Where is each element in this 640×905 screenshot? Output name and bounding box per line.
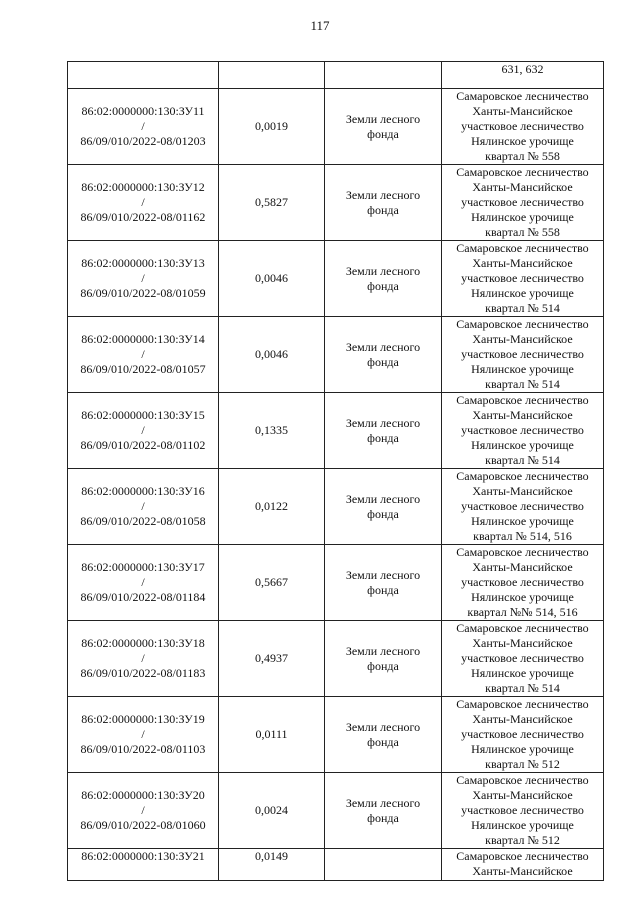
cadastral-number: 86:02:0000000:130:ЗУ20 <box>81 788 205 802</box>
area-value: 0,0019 <box>219 89 325 165</box>
location-line: Самаровское лесничество <box>456 621 589 635</box>
location-line: Нялинское урочище <box>471 590 574 604</box>
cadastral-number-cell <box>68 393 219 469</box>
location-line: Ханты-Мансийское <box>472 636 573 650</box>
location-line: участковое лесничество <box>461 195 584 209</box>
land-category-line: фонда <box>367 506 399 521</box>
location-line: участковое лесничество <box>461 575 584 589</box>
registration-number: 86/09/010/2022-08/01103 <box>80 742 206 756</box>
location-line: квартал № 558 <box>485 149 560 163</box>
location-line: квартал № 558 <box>485 225 560 239</box>
location-line: квартал № 514 <box>485 377 560 391</box>
land-category-line: фонда <box>367 810 399 825</box>
land-category-line: фонда <box>367 582 399 597</box>
area-value: 0,5667 <box>219 545 325 621</box>
cadastral-number-cell <box>68 545 219 621</box>
land-category-line: фонда <box>367 126 399 141</box>
land-category-line: Земли лесного <box>345 491 421 506</box>
table-row <box>68 469 604 545</box>
page-number: 117 <box>310 18 330 33</box>
registration-number: 86/09/010/2022-08/01059 <box>80 286 206 300</box>
cadastral-number: 86:02:0000000:130:ЗУ17 <box>81 560 205 574</box>
cadastral-number: 86:02:0000000:130:ЗУ13 <box>81 256 205 270</box>
location-cell <box>442 393 604 469</box>
location-cell <box>442 773 604 849</box>
location-line: участковое лесничество <box>461 727 584 741</box>
location-line: Ханты-Мансийское <box>472 408 573 422</box>
registration-number: 86/09/010/2022-08/01057 <box>80 362 206 376</box>
area-value: 0,4937 <box>219 621 325 697</box>
location-line: Нялинское урочище <box>471 666 574 680</box>
table-row <box>68 89 604 165</box>
land-category-cell <box>325 89 442 165</box>
location-line: Нялинское урочище <box>471 134 574 148</box>
cadastral-number: 86:02:0000000:130:ЗУ12 <box>81 180 205 194</box>
registration-number: 86/09/010/2022-08/01060 <box>80 818 206 832</box>
number-separator: / <box>141 423 145 437</box>
location-cell: 631, 632 <box>442 62 604 89</box>
area-value: 0,0046 <box>219 317 325 393</box>
location-line: Самаровское лесничество <box>456 89 589 103</box>
cadastral-number-cell <box>68 621 219 697</box>
registration-number: 86/09/010/2022-08/01203 <box>80 134 206 148</box>
location-line: участковое лесничество <box>461 271 584 285</box>
area-value: 0,5827 <box>219 165 325 241</box>
location-cell <box>442 849 604 881</box>
location-line: Самаровское лесничество <box>456 545 589 559</box>
location-line: квартал № 512 <box>485 757 560 771</box>
location-cell <box>442 621 604 697</box>
cadastral-number-cell <box>68 697 219 773</box>
area-value: 0,0024 <box>219 773 325 849</box>
location-line: Самаровское лесничество <box>456 393 589 407</box>
land-category-cell <box>325 317 442 393</box>
cadastral-number: 86:02:0000000:130:ЗУ16 <box>81 484 205 498</box>
location-cell <box>442 165 604 241</box>
location-line: участковое лесничество <box>461 651 584 665</box>
number-separator: / <box>141 727 145 741</box>
table-row <box>68 165 604 241</box>
number-separator: / <box>141 803 145 817</box>
land-category-cell <box>325 697 442 773</box>
number-separator: / <box>141 575 145 589</box>
cadastral-number: 86:02:0000000:130:ЗУ11 <box>81 104 205 118</box>
land-plots-table <box>67 61 604 881</box>
land-category-line: фонда <box>367 430 399 445</box>
land-category-cell <box>325 62 442 89</box>
location-line: Нялинское урочище <box>471 742 574 756</box>
table-row <box>68 849 604 881</box>
location-line: Нялинское урочище <box>471 362 574 376</box>
location-line: Самаровское лесничество <box>456 317 589 331</box>
registration-number: 86/09/010/2022-08/01102 <box>80 438 206 452</box>
location-line: Самаровское лесничество <box>456 773 589 787</box>
location-line: Ханты-Мансийское <box>472 864 573 878</box>
location-line: Ханты-Мансийское <box>472 256 573 270</box>
cadastral-number: 86:02:0000000:130:ЗУ19 <box>81 712 205 726</box>
land-category-line: Земли лесного <box>345 795 421 810</box>
cadastral-number: 86:02:0000000:130:ЗУ14 <box>81 332 205 346</box>
location-line: квартал № 514 <box>485 301 560 315</box>
number-separator: / <box>141 271 145 285</box>
location-line: участковое лесничество <box>461 347 584 361</box>
land-category-cell <box>325 165 442 241</box>
location-cell <box>442 241 604 317</box>
area-cell <box>219 62 325 89</box>
land-category-line: Земли лесного <box>345 187 421 202</box>
location-line: Самаровское лесничество <box>456 165 589 179</box>
location-line: участковое лесничество <box>461 119 584 133</box>
table-row <box>68 621 604 697</box>
location-line: участковое лесничество <box>461 423 584 437</box>
land-category-line: Земли лесного <box>345 415 421 430</box>
location-line: Самаровское лесничество <box>456 849 589 863</box>
location-line: Самаровское лесничество <box>456 241 589 255</box>
table-row <box>68 317 604 393</box>
land-category-cell <box>325 469 442 545</box>
cadastral-number-cell <box>68 317 219 393</box>
number-separator: / <box>141 347 145 361</box>
location-line: Нялинское урочище <box>471 514 574 528</box>
location-line: Ханты-Мансийское <box>472 332 573 346</box>
land-category-line: фонда <box>367 278 399 293</box>
land-category-line: Земли лесного <box>345 339 421 354</box>
location-line: Самаровское лесничество <box>456 469 589 483</box>
table-row <box>68 545 604 621</box>
land-category-cell <box>325 241 442 317</box>
registration-number: 86/09/010/2022-08/01183 <box>80 666 206 680</box>
location-line: участковое лесничество <box>461 803 584 817</box>
location-line: Нялинское урочище <box>471 210 574 224</box>
area-value: 0,0122 <box>219 469 325 545</box>
location-cell <box>442 545 604 621</box>
land-category-line: Земли лесного <box>345 567 421 582</box>
location-line: квартал № 514 <box>485 453 560 467</box>
location-cell <box>442 697 604 773</box>
area-value: 0,1335 <box>219 393 325 469</box>
cadastral-number-cell <box>68 62 219 89</box>
cadastral-number: 86:02:0000000:130:ЗУ15 <box>81 408 205 422</box>
cadastral-number-cell <box>68 773 219 849</box>
location-line: Нялинское урочище <box>471 818 574 832</box>
cadastral-number-cell <box>68 469 219 545</box>
land-category-line: фонда <box>367 734 399 749</box>
location-line: Ханты-Мансийское <box>472 484 573 498</box>
number-separator: / <box>141 195 145 209</box>
table-row <box>68 697 604 773</box>
land-category-line: фонда <box>367 202 399 217</box>
location-line: Нялинское урочище <box>471 286 574 300</box>
area-value: 0,0046 <box>219 241 325 317</box>
location-line: Ханты-Мансийское <box>472 788 573 802</box>
land-category-cell <box>325 849 442 881</box>
location-line: Ханты-Мансийское <box>472 712 573 726</box>
location-cell <box>442 469 604 545</box>
location-line: участковое лесничество <box>461 499 584 513</box>
land-category-line: Земли лесного <box>345 263 421 278</box>
registration-number: 86/09/010/2022-08/01184 <box>80 590 206 604</box>
registration-number: 86/09/010/2022-08/01058 <box>80 514 206 528</box>
registration-number: 86/09/010/2022-08/01162 <box>80 210 206 224</box>
land-category-line: Земли лесного <box>345 643 421 658</box>
land-category-cell <box>325 545 442 621</box>
location-cell <box>442 317 604 393</box>
land-category-cell <box>325 393 442 469</box>
location-line: Нялинское урочище <box>471 438 574 452</box>
location-line: квартал № 512 <box>485 833 560 847</box>
area-value: 0,0111 <box>219 697 325 773</box>
land-category-line: фонда <box>367 354 399 369</box>
number-separator: / <box>141 499 145 513</box>
table-row-continued <box>68 62 604 89</box>
cadastral-number: 86:02:0000000:130:ЗУ21 <box>68 849 219 881</box>
location-line: квартал № 514, 516 <box>473 529 572 543</box>
location-line: квартал № 514 <box>485 681 560 695</box>
land-category-cell <box>325 773 442 849</box>
land-category-line: фонда <box>367 658 399 673</box>
land-category-line: Земли лесного <box>345 111 421 126</box>
number-separator: / <box>141 651 145 665</box>
location-line: Ханты-Мансийское <box>472 104 573 118</box>
location-line: Самаровское лесничество <box>456 697 589 711</box>
land-category-cell <box>325 621 442 697</box>
location-cell <box>442 89 604 165</box>
cadastral-number-cell <box>68 241 219 317</box>
table-row <box>68 393 604 469</box>
table-row <box>68 773 604 849</box>
cadastral-number-cell <box>68 89 219 165</box>
location-line: квартал №№ 514, 516 <box>467 605 578 619</box>
table-row <box>68 241 604 317</box>
location-line: Ханты-Мансийское <box>472 560 573 574</box>
land-category-line: Земли лесного <box>345 719 421 734</box>
location-line: Ханты-Мансийское <box>472 180 573 194</box>
cadastral-number: 86:02:0000000:130:ЗУ18 <box>81 636 205 650</box>
cadastral-number-cell <box>68 165 219 241</box>
number-separator: / <box>141 119 145 133</box>
area-value: 0,0149 <box>219 849 325 881</box>
